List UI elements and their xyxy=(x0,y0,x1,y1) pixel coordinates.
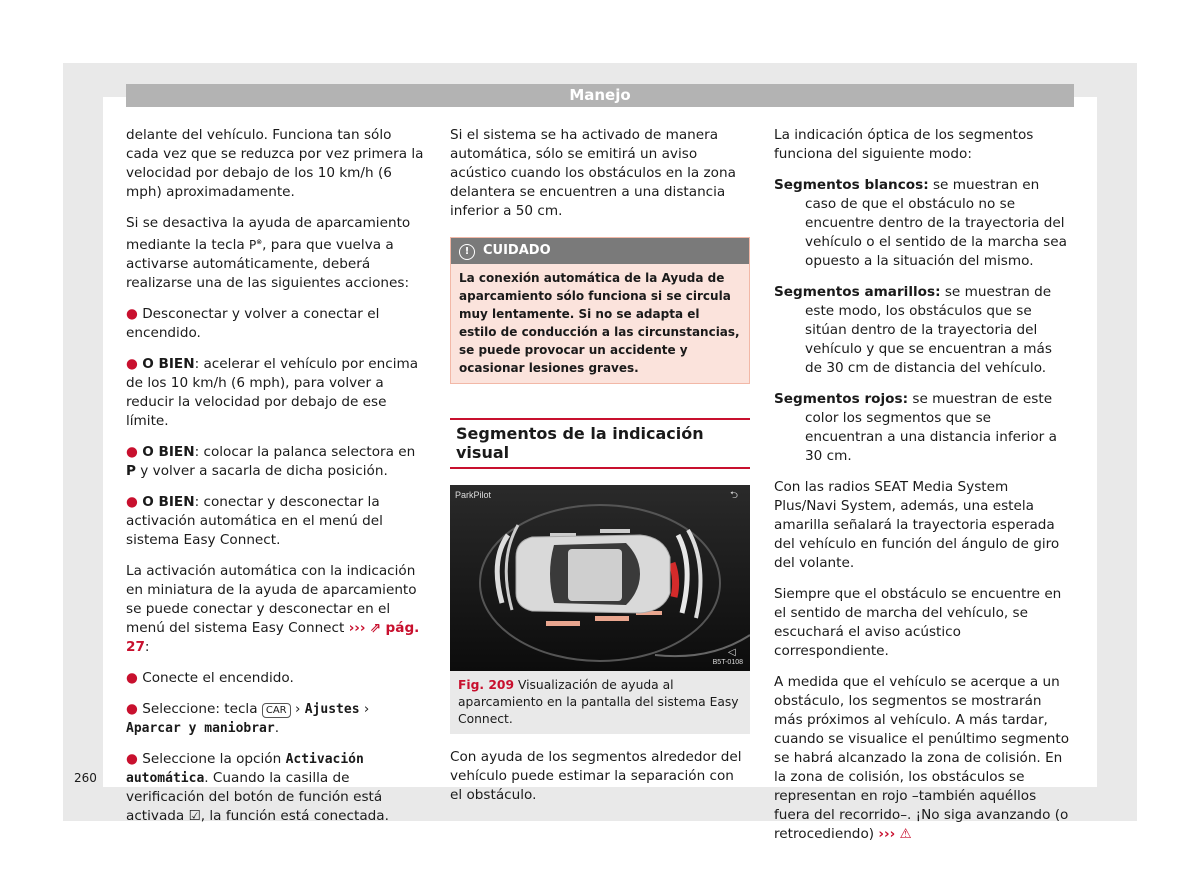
bullet-icon: ● xyxy=(126,670,138,686)
column-1 xyxy=(126,126,426,838)
bullet-icon: ● xyxy=(126,701,138,717)
parkpilot-figure xyxy=(450,485,750,671)
paragraph: Con ayuda de los segmentos alrededor del vehículo puede estimar la separación con el obstáculo. xyxy=(450,749,742,803)
figure-caption: Fig. 209 Visualización de ayuda al aparcamiento en la pantalla del sistema Easy Connect. xyxy=(450,671,750,734)
list-item: ● Conecte el encendido. xyxy=(126,670,294,686)
segment-definition: Segmentos blancos: se muestran en caso de que el obstáculo no se encuentre dentro de la trayectoria del vehículo o el sentido de la marcha sea opuesto a la situación del mismo. xyxy=(774,177,1067,269)
bullet-icon: ● xyxy=(126,494,138,510)
segment-definition: Segmentos rojos: se muestran de este color los segmentos que se encuentran a una distancia inferior a 30 cm. xyxy=(774,391,1057,464)
paragraph: A medida que el vehículo se acerque a un obstáculo, los segmentos se mostrarán más próximos al vehículo. A más tardar, cuando se visualice el penúltimo segmento se habrá alcanzado la zona de colisión. En la zona de colisión, los obstáculos se representan en rojo –también aquéllos fuera del recorrido–. ¡No siga avanzando (o retrocediendo) ››› ⚠ xyxy=(774,674,1070,842)
parkpilot-screen xyxy=(450,485,750,671)
section-header: Manejo xyxy=(126,84,1074,107)
back-icon: ⮌ xyxy=(730,490,739,501)
section-title: Segmentos de la indicación visual xyxy=(450,418,750,469)
bullet-icon: ● xyxy=(126,306,138,322)
list-item: ● O BIEN: conectar y desconectar la activación automática en el menú del sistema Easy Connect. xyxy=(126,494,383,548)
list-item: ● Seleccione: tecla CAR › Ajustes › Aparcar y maniobrar. xyxy=(126,701,370,736)
paragraph: Con las radios SEAT Media System Plus/Navi System, además, una estela amarilla señalará la trayectoria esperada del vehículo en función del ángulo de giro del volante. xyxy=(774,479,1060,571)
list-item: ● Seleccione la opción Activación automática. Cuando la casilla de verificación del botón de función está activada ☑, la función está conectada. xyxy=(126,751,389,824)
caution-header: ! CUIDADO xyxy=(451,238,749,264)
paragraph: Siempre que el obstáculo se encuentre en el sentido de marcha del vehículo, se escuchará el aviso acústico correspondiente. xyxy=(774,586,1062,659)
screen-title: ParkPilot xyxy=(455,490,492,500)
paragraph: delante del vehículo. Funciona tan sólo cada vez que se reduzca por vez primera la velocidad por debajo de los 10 km/h (6 mph) aproximadamente. xyxy=(126,127,424,200)
bullet-icon: ● xyxy=(126,356,138,372)
car-icon xyxy=(516,535,670,613)
figure-code: B5T-0108 xyxy=(712,659,743,666)
page-reference-link[interactable]: pág. 27 xyxy=(126,620,420,655)
warning-circle-icon: ! xyxy=(459,244,475,260)
list-item: ● O BIEN: colocar la palanca selectora en P y volver a sacarla de dicha posición. xyxy=(126,444,416,479)
paragraph: La indicación óptica de los segmentos funciona del siguiente modo: xyxy=(774,127,1034,162)
bullet-icon: ● xyxy=(126,751,138,767)
list-item: ● Desconectar y volver a conectar el encendido. xyxy=(126,306,380,341)
column-2 xyxy=(450,126,750,817)
list-item: ● O BIEN: acelerar el vehículo por encima de los 10 km/h (6 mph), para volver a reducir la velocidad por debajo de ese límite. xyxy=(126,356,419,429)
column-3 xyxy=(774,126,1071,856)
page-ref-icon: ⇗ xyxy=(369,620,382,636)
segment-definition: Segmentos amarillos: se muestran de este modo, los obstáculos que se sitúan dentro de la trayectoria del vehículo y que se encuentran a más de 30 cm de distancia del vehículo. xyxy=(774,284,1052,376)
caution-box xyxy=(450,237,750,384)
car-key-icon: CAR xyxy=(262,703,291,718)
caution-text: La conexión automática de la Ayuda de aparcamiento sólo funciona si se circula muy lentamente. Si no se adapta el estilo de conducción a las circunstancias, se puede provocar un accidente y ocasionar lesiones graves. xyxy=(451,264,749,383)
bullet-icon: ● xyxy=(126,444,138,460)
continue-arrow-icon: ››› xyxy=(878,826,896,842)
park-key-icon: P⊗ xyxy=(249,238,263,252)
warning-triangle-icon: ⚠ xyxy=(899,826,912,842)
paragraph: Si el sistema se ha activado de manera automática, sólo se emitirá un aviso acústico cuando los obstáculos en la zona delantera se encuentren a una distancia inferior a 50 cm. xyxy=(450,127,736,219)
continue-arrow-icon: ››› xyxy=(348,620,366,636)
paragraph: La activación automática con la indicación en miniatura de la ayuda de aparcamiento se puede conectar y desconectar en el menú del sistema Easy Connect ››› ⇗ pág. 27: xyxy=(126,563,420,655)
page-number: 260 xyxy=(74,771,97,785)
sound-icon: ◁ xyxy=(728,647,736,658)
paragraph: Si se desactiva la ayuda de aparcamiento mediante la tecla P⊗, para que vuelva a activarse automáticamente, deberá realizarse una de las siguientes acciones: xyxy=(126,215,411,291)
